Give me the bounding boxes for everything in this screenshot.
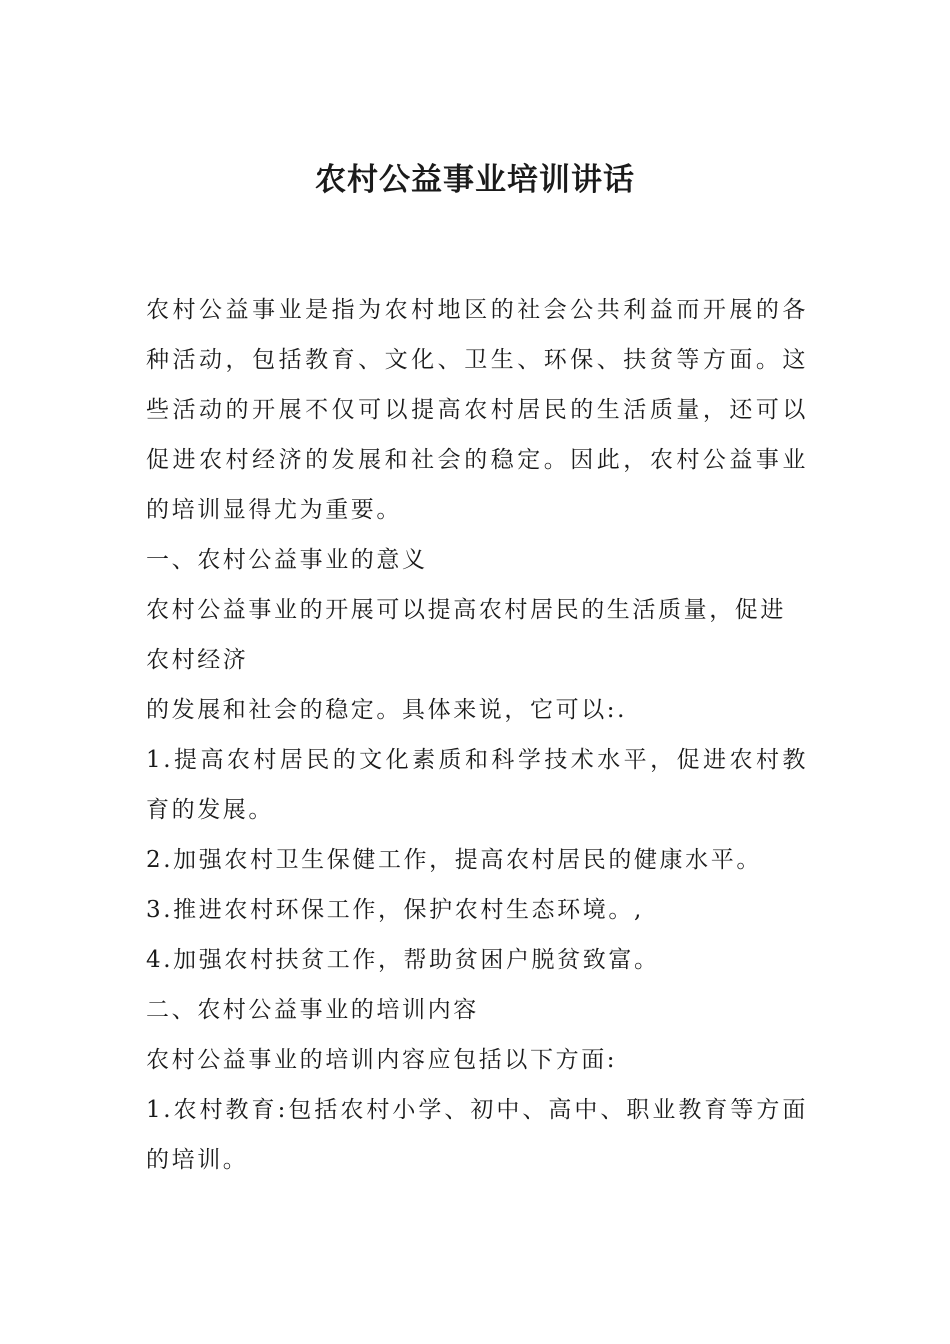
list-item-3: 3.推进农村环保工作，保护农村生态环境。,: [146, 897, 644, 923]
paragraph-training-intro: 农村公益事业的培训内容应包括以下方面:: [146, 1047, 618, 1073]
document-body: [146, 285, 808, 1185]
paragraph-significance: 农村公益事业的开展可以提高农村居民的生活质量，促进农村经济: [146, 597, 786, 673]
list-item-1: 1.提高农村居民的文化素质和科学技术水平，促进农村教育的发展。: [146, 747, 808, 823]
section-heading-2: 二、农村公益事业的培训内容: [146, 997, 479, 1023]
paragraph-intro: 农村公益事业是指为农村地区的社会公共利益而开展的各种活动，包括教育、文化、卫生、环保、扶贫等方面。这些活动的开展不仅可以提高农村居民的生活质量，还可以促进农村经济的发展和社会的稳定。因此，农村公益事业的培训显得尤为重要。: [146, 297, 808, 523]
section-heading-1: 一、农村公益事业的意义: [146, 547, 428, 573]
list-item-4: 4.加强农村扶贫工作，帮助贫困户脱贫致富。: [146, 947, 660, 973]
document-title: 农村公益事业培训讲话: [315, 162, 635, 198]
paragraph-significance-cont: 的发展和社会的稳定。具体来说，它可以:.: [146, 697, 628, 723]
list-item-2: 2.加强农村卫生保健工作，提高农村居民的健康水平。: [146, 847, 762, 873]
training-item-1: 1.农村教育:包括农村小学、初中、高中、职业教育等方面的培训。: [146, 1097, 808, 1173]
